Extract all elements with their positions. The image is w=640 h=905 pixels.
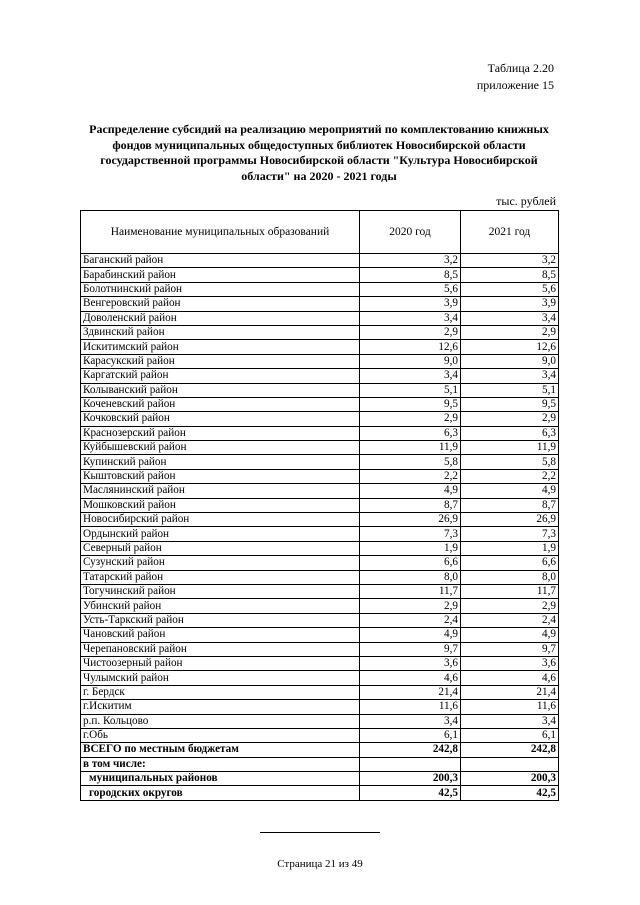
row-value-2020: 4,9 (360, 628, 461, 642)
row-name-cell: г.Искитим (81, 700, 360, 714)
table-row (81, 340, 559, 354)
row-value-2021: 2,4 (461, 613, 559, 627)
table-row (81, 685, 559, 699)
table-row (81, 484, 559, 498)
table-row (81, 671, 559, 685)
row-value-2020: 200,3 (360, 772, 461, 786)
row-name-cell: г.Обь (81, 728, 360, 742)
row-value-2020: 6,3 (360, 426, 461, 440)
table-row (81, 297, 559, 311)
table-row (81, 383, 559, 397)
row-name-cell: муниципальных районов (81, 772, 360, 786)
row-value-2020: 8,0 (360, 570, 461, 584)
row-name-cell: Усть-Таркский район (81, 613, 360, 627)
row-value-2020: 5,6 (360, 282, 461, 296)
table-row (81, 282, 559, 296)
row-name-cell: Краснозерский район (81, 426, 360, 440)
table-row (81, 570, 559, 584)
row-value-2021: 2,9 (461, 325, 559, 339)
row-value-2020: 3,9 (360, 297, 461, 311)
row-name-cell: Чановский район (81, 628, 360, 642)
table-row (81, 397, 559, 411)
row-name-cell: г. Бердск (81, 685, 360, 699)
column-header-2021: 2021 год (461, 211, 559, 254)
row-value-2021: 3,9 (461, 297, 559, 311)
table-row (81, 527, 559, 541)
table-row (81, 455, 559, 469)
row-name-cell: Венгеровский район (81, 297, 360, 311)
row-value-2021: 6,3 (461, 426, 559, 440)
table-row (81, 268, 559, 282)
table-row (81, 426, 559, 440)
row-value-2020: 26,9 (360, 513, 461, 527)
table-row (81, 513, 559, 527)
row-value-2021: 12,6 (461, 340, 559, 354)
row-value-2020 (360, 757, 461, 771)
table-row (81, 728, 559, 742)
row-value-2021: 9,7 (461, 642, 559, 656)
row-value-2020: 2,2 (360, 469, 461, 483)
row-name-cell: Барабинский район (81, 268, 360, 282)
row-value-2021: 3,4 (461, 714, 559, 728)
row-value-2020: 3,4 (360, 311, 461, 325)
table-row (81, 628, 559, 642)
row-name-cell: Коченевский район (81, 397, 360, 411)
row-value-2020: 11,6 (360, 700, 461, 714)
row-value-2020: 2,9 (360, 325, 461, 339)
row-name-cell: Чулымский район (81, 671, 360, 685)
row-value-2021: 200,3 (461, 772, 559, 786)
row-value-2020: 11,9 (360, 441, 461, 455)
row-name-cell: Доволенский район (81, 311, 360, 325)
row-value-2021: 7,3 (461, 527, 559, 541)
page-number: Страница 21 из 49 (277, 858, 363, 870)
row-name-cell: Убинский район (81, 599, 360, 613)
row-value-2021: 6,6 (461, 556, 559, 570)
table-number-label: Таблица 2.20 (487, 61, 554, 75)
row-value-2021: 2,2 (461, 469, 559, 483)
row-value-2020: 7,3 (360, 527, 461, 541)
row-name-cell: Карасукский район (81, 354, 360, 368)
row-name-cell: Здвинский район (81, 325, 360, 339)
row-value-2021: 3,2 (461, 254, 559, 268)
row-name-cell: Колыванский район (81, 383, 360, 397)
row-value-2020: 9,5 (360, 397, 461, 411)
row-name-cell: городских округов (81, 786, 360, 800)
table-row (81, 700, 559, 714)
row-value-2021: 8,7 (461, 498, 559, 512)
row-value-2020: 6,6 (360, 556, 461, 570)
row-name-cell: Ордынский район (81, 527, 360, 541)
units-label: тыс. рублей (496, 194, 556, 208)
row-value-2021: 3,4 (461, 369, 559, 383)
table-row (81, 642, 559, 656)
row-name-cell: Купинский район (81, 455, 360, 469)
row-name-cell: Чистоозерный район (81, 656, 360, 670)
row-name-cell: Северный район (81, 541, 360, 555)
table-row (81, 714, 559, 728)
total-row (81, 772, 559, 786)
row-value-2021: 6,1 (461, 728, 559, 742)
row-name-cell: Куйбышевский район (81, 441, 360, 455)
row-value-2021: 2,9 (461, 599, 559, 613)
table-row (81, 311, 559, 325)
table-row (81, 613, 559, 627)
row-value-2020: 1,9 (360, 541, 461, 555)
table-row (81, 599, 559, 613)
row-name-cell: Татарский район (81, 570, 360, 584)
table-row (81, 469, 559, 483)
row-value-2020: 11,7 (360, 584, 461, 598)
row-value-2021: 5,8 (461, 455, 559, 469)
row-name-cell: Кыштовский район (81, 469, 360, 483)
row-value-2021: 4,9 (461, 628, 559, 642)
row-value-2021: 5,6 (461, 282, 559, 296)
row-value-2020: 12,6 (360, 340, 461, 354)
row-name-cell: Тогучинский район (81, 584, 360, 598)
total-row (81, 786, 559, 800)
row-value-2021: 8,5 (461, 268, 559, 282)
row-value-2020: 4,6 (360, 671, 461, 685)
row-name-cell: Искитимский район (81, 340, 360, 354)
appendix-label: приложение 15 (476, 78, 554, 92)
row-value-2021: 21,4 (461, 685, 559, 699)
row-value-2020: 242,8 (360, 743, 461, 757)
column-header-2020: 2020 год (360, 211, 461, 254)
row-value-2020: 9,7 (360, 642, 461, 656)
row-value-2020: 8,5 (360, 268, 461, 282)
row-name-cell: Баганский район (81, 254, 360, 268)
table-row (81, 412, 559, 426)
table-row (81, 498, 559, 512)
table-row (81, 541, 559, 555)
row-value-2020: 2,4 (360, 613, 461, 627)
row-name-cell: Мошковский район (81, 498, 360, 512)
row-value-2020: 4,9 (360, 484, 461, 498)
row-value-2020: 3,2 (360, 254, 461, 268)
total-row (81, 757, 559, 771)
row-value-2021: 8,0 (461, 570, 559, 584)
row-value-2020: 8,7 (360, 498, 461, 512)
row-value-2021: 2,9 (461, 412, 559, 426)
table-row (81, 369, 559, 383)
row-value-2021: 11,6 (461, 700, 559, 714)
table-row (81, 254, 559, 268)
row-value-2021: 3,4 (461, 311, 559, 325)
table-row (81, 354, 559, 368)
row-name-cell: в том числе: (81, 757, 360, 771)
footer-divider (260, 832, 380, 833)
row-value-2020: 5,8 (360, 455, 461, 469)
row-value-2020: 42,5 (360, 786, 461, 800)
table-row (81, 325, 559, 339)
table-body (81, 254, 559, 801)
row-value-2020: 2,9 (360, 599, 461, 613)
row-value-2021 (461, 757, 559, 771)
row-value-2021: 1,9 (461, 541, 559, 555)
row-name-cell: Болотнинский район (81, 282, 360, 296)
row-name-cell: Каргатский район (81, 369, 360, 383)
row-value-2020: 5,1 (360, 383, 461, 397)
row-value-2021: 42,5 (461, 786, 559, 800)
table-row (81, 556, 559, 570)
row-value-2021: 242,8 (461, 743, 559, 757)
table-row (81, 656, 559, 670)
row-value-2021: 26,9 (461, 513, 559, 527)
row-name-cell: Маслянинский район (81, 484, 360, 498)
subsidy-table (80, 210, 559, 801)
row-value-2021: 11,7 (461, 584, 559, 598)
row-value-2021: 3,6 (461, 656, 559, 670)
row-name-cell: Сузунский район (81, 556, 360, 570)
row-name-cell: Новосибирский район (81, 513, 360, 527)
row-value-2021: 4,9 (461, 484, 559, 498)
column-header-name: Наименование муниципальных образований (81, 211, 360, 254)
row-value-2021: 9,5 (461, 397, 559, 411)
total-row (81, 743, 559, 757)
row-value-2020: 3,4 (360, 369, 461, 383)
row-value-2021: 5,1 (461, 383, 559, 397)
table-row (81, 584, 559, 598)
row-name-cell: р.п. Кольцово (81, 714, 360, 728)
row-value-2020: 2,9 (360, 412, 461, 426)
table-header-row (81, 211, 559, 254)
row-value-2020: 3,4 (360, 714, 461, 728)
row-name-cell: Черепановский район (81, 642, 360, 656)
row-value-2021: 4,6 (461, 671, 559, 685)
row-value-2021: 11,9 (461, 441, 559, 455)
row-value-2020: 21,4 (360, 685, 461, 699)
row-value-2020: 3,6 (360, 656, 461, 670)
row-name-cell: Кочковский район (81, 412, 360, 426)
table-row (81, 441, 559, 455)
row-value-2020: 9,0 (360, 354, 461, 368)
row-value-2020: 6,1 (360, 728, 461, 742)
document-title: Распределение субсидий на реализацию мероприятий по комплектованию книжных фондов муниципальных общедоступных библиотек Новосибирской области государственной программы Новосибирской области "Культура Новосибирской области" на 2020 - 2021 годы (89, 122, 549, 183)
row-name-cell: ВСЕГО по местным бюджетам (81, 743, 360, 757)
row-value-2021: 9,0 (461, 354, 559, 368)
